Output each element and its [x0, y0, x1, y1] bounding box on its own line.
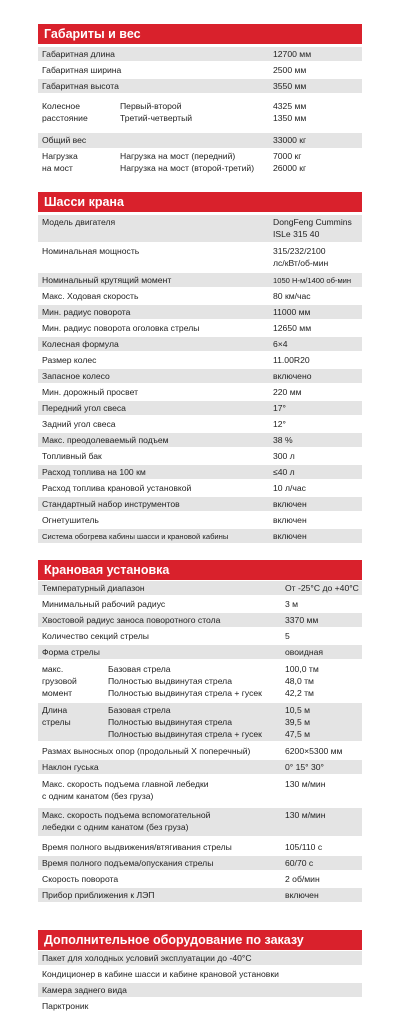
cell-text: 33000 кг	[273, 135, 307, 145]
chassis-row	[38, 449, 362, 463]
section-title-dimensions: Габариты и вес	[38, 24, 362, 44]
chassis-row-value: включен	[273, 499, 307, 509]
row-jib-angle	[38, 760, 362, 774]
chassis-row-label: Мин. радиус поворота	[42, 307, 131, 317]
option-item	[38, 951, 362, 965]
cell-text: 6200×5300 мм	[285, 746, 343, 756]
cell-text: Макс. скорость подъема вспомогательной	[42, 810, 211, 820]
chassis-row	[38, 353, 362, 367]
chassis-row-value: 10 л/час	[273, 483, 306, 493]
cell-text: с одним канатом (без груза)	[42, 791, 154, 801]
chassis-row-label: Размер колес	[42, 355, 97, 365]
row-wheelbase	[38, 99, 362, 129]
chassis-row-value: 12650 мм	[273, 323, 312, 333]
cell-text: 105/110 с	[285, 842, 323, 852]
cell-text: Количество секций стрелы	[42, 631, 149, 641]
cell-text: Полностью выдвинутая стрела	[108, 676, 232, 686]
chassis-row-label: Макс. Ходовая скорость	[42, 291, 139, 301]
cell-text: макс.	[42, 664, 64, 674]
cell-text: 10,5 м	[285, 705, 311, 715]
cell-text: Базовая стрела	[108, 664, 171, 674]
row-load-moment	[38, 662, 362, 700]
chassis-row-label: Передний угол свеса	[42, 403, 126, 413]
cell-text: стрелы	[42, 717, 71, 727]
cell-text: Наклон гуська	[42, 762, 99, 772]
row-min-radius	[38, 597, 362, 611]
section-title-chassis: Шасси крана	[38, 192, 362, 212]
chassis-row	[38, 481, 362, 495]
cell-text: 1350 мм	[273, 113, 307, 123]
cell-text: Температурный диапазон	[42, 583, 145, 593]
cell-text: Полностью выдвинутая стрела + гусек	[108, 688, 262, 698]
chassis-row	[38, 513, 362, 527]
cell-text: Базовая стрела	[108, 705, 171, 715]
cell-text: Минимальный рабочий радиус	[42, 599, 166, 609]
cell-text: Общий вес	[42, 135, 87, 145]
chassis-row-value-2: ISLe 315 40	[273, 229, 320, 239]
section-title-crane: Крановая установка	[38, 560, 362, 580]
chassis-row-value: 11000 мм	[273, 307, 311, 317]
row-boom-shape	[38, 645, 362, 659]
cell-text: Третий-четвертый	[120, 113, 193, 123]
row-width	[38, 63, 362, 77]
cell-text: 42,2 тм	[285, 688, 314, 698]
cell-text: 0° 15° 30°	[285, 762, 324, 772]
chassis-row	[38, 401, 362, 415]
chassis-row-value: включено	[273, 371, 312, 381]
chassis-row	[38, 337, 362, 351]
cell-text: момент	[42, 688, 73, 698]
chassis-row-value: ≤40 л	[273, 467, 295, 477]
cell-text: Макс. скорость подъема главной лебедки	[42, 779, 209, 789]
option-item	[38, 999, 362, 1013]
option-item	[38, 983, 362, 997]
chassis-row-value: 220 мм	[273, 387, 302, 397]
chassis-row-value: DongFeng Cummins	[273, 217, 352, 227]
chassis-row	[38, 529, 362, 543]
cell-text: 12700 мм	[273, 49, 312, 59]
row-height	[38, 79, 362, 93]
chassis-row	[38, 305, 362, 319]
chassis-row	[38, 273, 362, 287]
cell-text: 39,5 м	[285, 717, 311, 727]
chassis-row	[38, 289, 362, 303]
chassis-row	[38, 433, 362, 447]
chassis-row-label: Стандартный набор инструментов	[42, 499, 180, 509]
cell-text: 48,0 тм	[285, 676, 314, 686]
cell-text: на мост	[42, 163, 73, 173]
chassis-row	[38, 417, 362, 431]
option-item-label: Парктроник	[42, 1001, 89, 1011]
chassis-row-value: 6×4	[273, 339, 288, 349]
cell-text: Скорость поворота	[42, 874, 119, 884]
cell-text: Прибор приближения к ЛЭП	[42, 890, 155, 900]
section-crane	[38, 560, 362, 920]
section-dimensions	[38, 24, 362, 206]
cell-text: Нагрузка	[42, 151, 78, 161]
option-item-label: Пакет для холодных условий эксплуатации до -40°С	[42, 953, 252, 963]
chassis-row-label: Система обогрева кабины шасси и крановой кабины	[42, 532, 229, 541]
cell-text: лебедки с одним канатом (без груза)	[42, 822, 189, 832]
row-power-line	[38, 888, 362, 902]
cell-text: 5	[285, 631, 290, 641]
chassis-row-label: Топливный бак	[42, 451, 102, 461]
chassis-row-label: Расход топлива крановой установкой	[42, 483, 192, 493]
chassis-row-label: Макс. преодолеваемый подъем	[42, 435, 169, 445]
chassis-row	[38, 465, 362, 479]
section-options	[38, 930, 362, 1020]
chassis-table	[38, 212, 362, 552]
chassis-row-value: 315/232/2100	[273, 246, 326, 256]
row-length	[38, 47, 362, 61]
section-title-options: Дополнительное оборудование по заказу	[38, 930, 362, 950]
chassis-row	[38, 385, 362, 399]
cell-text: расстояние	[42, 113, 88, 123]
chassis-row-value: 17°	[273, 403, 286, 413]
chassis-row-label: Колесная формула	[42, 339, 119, 349]
cell-text: Длина	[42, 705, 68, 715]
chassis-row	[38, 321, 362, 335]
row-aux-winch	[38, 808, 362, 836]
chassis-row	[38, 497, 362, 511]
cell-text: Хвостовой радиус заноса поворотного стола	[42, 615, 221, 625]
chassis-row-label: Огнетушитель	[42, 515, 99, 525]
cell-text: Форма стрелы	[42, 647, 100, 657]
chassis-row-value: 38 %	[273, 435, 293, 445]
cell-text: 3550 мм	[273, 81, 307, 91]
row-boom-sections	[38, 629, 362, 643]
chassis-row-value: 300 л	[273, 451, 295, 461]
row-axle-load	[38, 150, 362, 176]
row-total-weight	[38, 133, 362, 148]
chassis-row	[38, 215, 362, 242]
row-lift-time	[38, 856, 362, 870]
chassis-row	[38, 244, 362, 271]
cell-text: Нагрузка на мост (второй-третий)	[120, 163, 255, 173]
row-main-winch	[38, 778, 362, 804]
chassis-row	[38, 369, 362, 383]
cell-text: 26000 кг	[273, 163, 307, 173]
chassis-row-label: Модель двигателя	[42, 217, 116, 227]
cell-text: 3 м	[285, 599, 299, 609]
cell-text: Время полного подъема/опускания стрелы	[42, 858, 214, 868]
chassis-row-label: Мин. радиус поворота оголовка стрелы	[42, 323, 200, 333]
chassis-row-value: включен	[273, 531, 307, 541]
chassis-row-value: 12°	[273, 419, 286, 429]
chassis-row-value: 11.00R20	[273, 355, 310, 365]
row-slew-speed	[38, 872, 362, 886]
option-item	[38, 967, 362, 981]
cell-text: 130 м/мин	[285, 810, 326, 820]
chassis-row-value: включен	[273, 515, 307, 525]
section-chassis	[38, 192, 362, 552]
cell-text: Размах выносных опор (продольный Х поперечный)	[42, 746, 251, 756]
cell-text: 100,0 тм	[285, 664, 319, 674]
row-boom-length	[38, 703, 362, 741]
cell-text: 130 м/мин	[285, 779, 326, 789]
cell-text: грузовой	[42, 676, 77, 686]
cell-text: 2 об/мин	[285, 874, 320, 884]
row-temp-range	[38, 581, 362, 595]
cell-text: овоидная	[285, 647, 324, 657]
row-extend-time	[38, 840, 362, 854]
cell-text: 47,5 м	[285, 729, 311, 739]
chassis-row-value: 1050 Н-м/1400 об-мин	[273, 276, 352, 285]
options-table	[38, 950, 362, 1020]
chassis-row-label: Номинальная мощность	[42, 246, 140, 256]
chassis-row-value-2: лс/кВт/об-мин	[273, 258, 329, 268]
cell-text: Габаритная длина	[42, 49, 115, 59]
cell-text: 4325 мм	[273, 101, 307, 111]
chassis-row-label: Расход топлива на 100 км	[42, 467, 146, 477]
option-item-label: Камера заднего вида	[42, 985, 127, 995]
cell-text: 3370 мм	[285, 615, 319, 625]
cell-text: Полностью выдвинутая стрела + гусек	[108, 729, 262, 739]
chassis-row-label: Мин. дорожный просвет	[42, 387, 139, 397]
cell-text: Время полного выдвижения/втягивания стрелы	[42, 842, 232, 852]
cell-text: 2500 мм	[273, 65, 307, 75]
cell-text: Нагрузка на мост (передний)	[120, 151, 236, 161]
cell-text: От -25°С до +40°С	[285, 583, 359, 593]
cell-text: Первый-второй	[120, 101, 182, 111]
cell-text: 7000 кг	[273, 151, 302, 161]
row-outriggers	[38, 744, 362, 758]
cell-text: Габаритная ширина	[42, 65, 122, 75]
option-item-label: Кондиционер в кабине шасси и кабине крановой установки	[42, 969, 279, 979]
chassis-row-value: 80 км/час	[273, 291, 311, 301]
chassis-row-label: Задний угол свеса	[42, 419, 116, 429]
chassis-row-label: Запасное колесо	[42, 371, 110, 381]
cell-text: Колесное	[42, 101, 80, 111]
cell-text: Габаритная высота	[42, 81, 119, 91]
cell-text: 60/70 с	[285, 858, 314, 868]
cell-text: Полностью выдвинутая стрела	[108, 717, 232, 727]
row-tail-radius	[38, 613, 362, 627]
cell-text: включен	[285, 890, 319, 900]
chassis-row-label: Номинальный крутящий момент	[42, 275, 172, 285]
